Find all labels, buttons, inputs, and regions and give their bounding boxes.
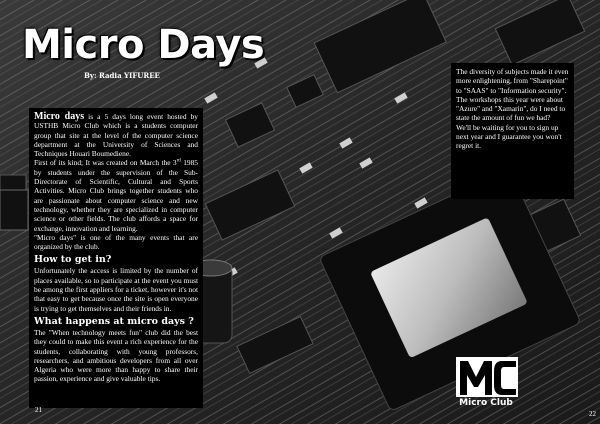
section-body-what-happens: The "When technology meets fun" club did the best they could to make this event a rich experience for the students, collaborating with young professors, researchers, and ambitious developers from all over Algeria who were more than happy to share their passion, experience and give valuable tips.	[34, 327, 198, 384]
history-rest: 1985 by students under the supervision of the Sub-Directorate of Scientific, Cultural and Sports Activities. Micro Club brings together students who are passionate about computer science and new technology, whether they are specialized in computer science or other fields. The club affords a space for exchange, innovation and learning.	[34, 158, 198, 233]
page-number-right: 22	[589, 410, 596, 418]
logo-caption: Micro Club	[459, 398, 513, 408]
byline: By: Radia YIFUREE	[84, 71, 160, 80]
right-paragraph-signup: We'll be waiting for you to sign up next year and I guarantee you won't regret it.	[456, 122, 562, 151]
right-paragraph-workshops: The workshops this year were about "Azure" and "Xamarin", do I need to state the amount of fun we had?	[456, 94, 566, 123]
history-prefix: First of its kind; It was created on March the 3	[34, 158, 177, 168]
article-left-column	[29, 108, 203, 408]
history-superscript: rd	[176, 159, 181, 165]
section-heading-how-to-get-in: How to get in?	[34, 254, 112, 266]
intro-text: is a 5 days long event hosted by USTHB Micro Club which is a students computer group that site at the level of the computer science department at the University of Sciences and Techniques Houari Boumediene.	[34, 112, 198, 159]
lead-text: Micro days	[34, 111, 85, 122]
article-title: Micro Days	[22, 22, 265, 68]
intro-paragraph	[34, 112, 198, 158]
article-right-column	[451, 63, 574, 199]
quote-paragraph: "Micro days" is one of the many events that are organized by the club.	[34, 232, 198, 252]
section-body-how-to-get-in: Unfortunately the access is limited by the number of places available, so to participate at the event you must be among the first appliers for a ticket, however it's not that easy to get because once the site is open everyone is trying to get themselves and their friends in.	[34, 266, 198, 313]
right-paragraph-subjects: The diversity of subjects made it even more enlightening, from "Sharepoint" to "SAAS" to "Information security".	[456, 67, 569, 95]
page-number-left: 21	[35, 406, 42, 414]
history-paragraph	[34, 158, 198, 232]
section-heading-what-happens: What happens at micro days ?	[34, 315, 194, 327]
